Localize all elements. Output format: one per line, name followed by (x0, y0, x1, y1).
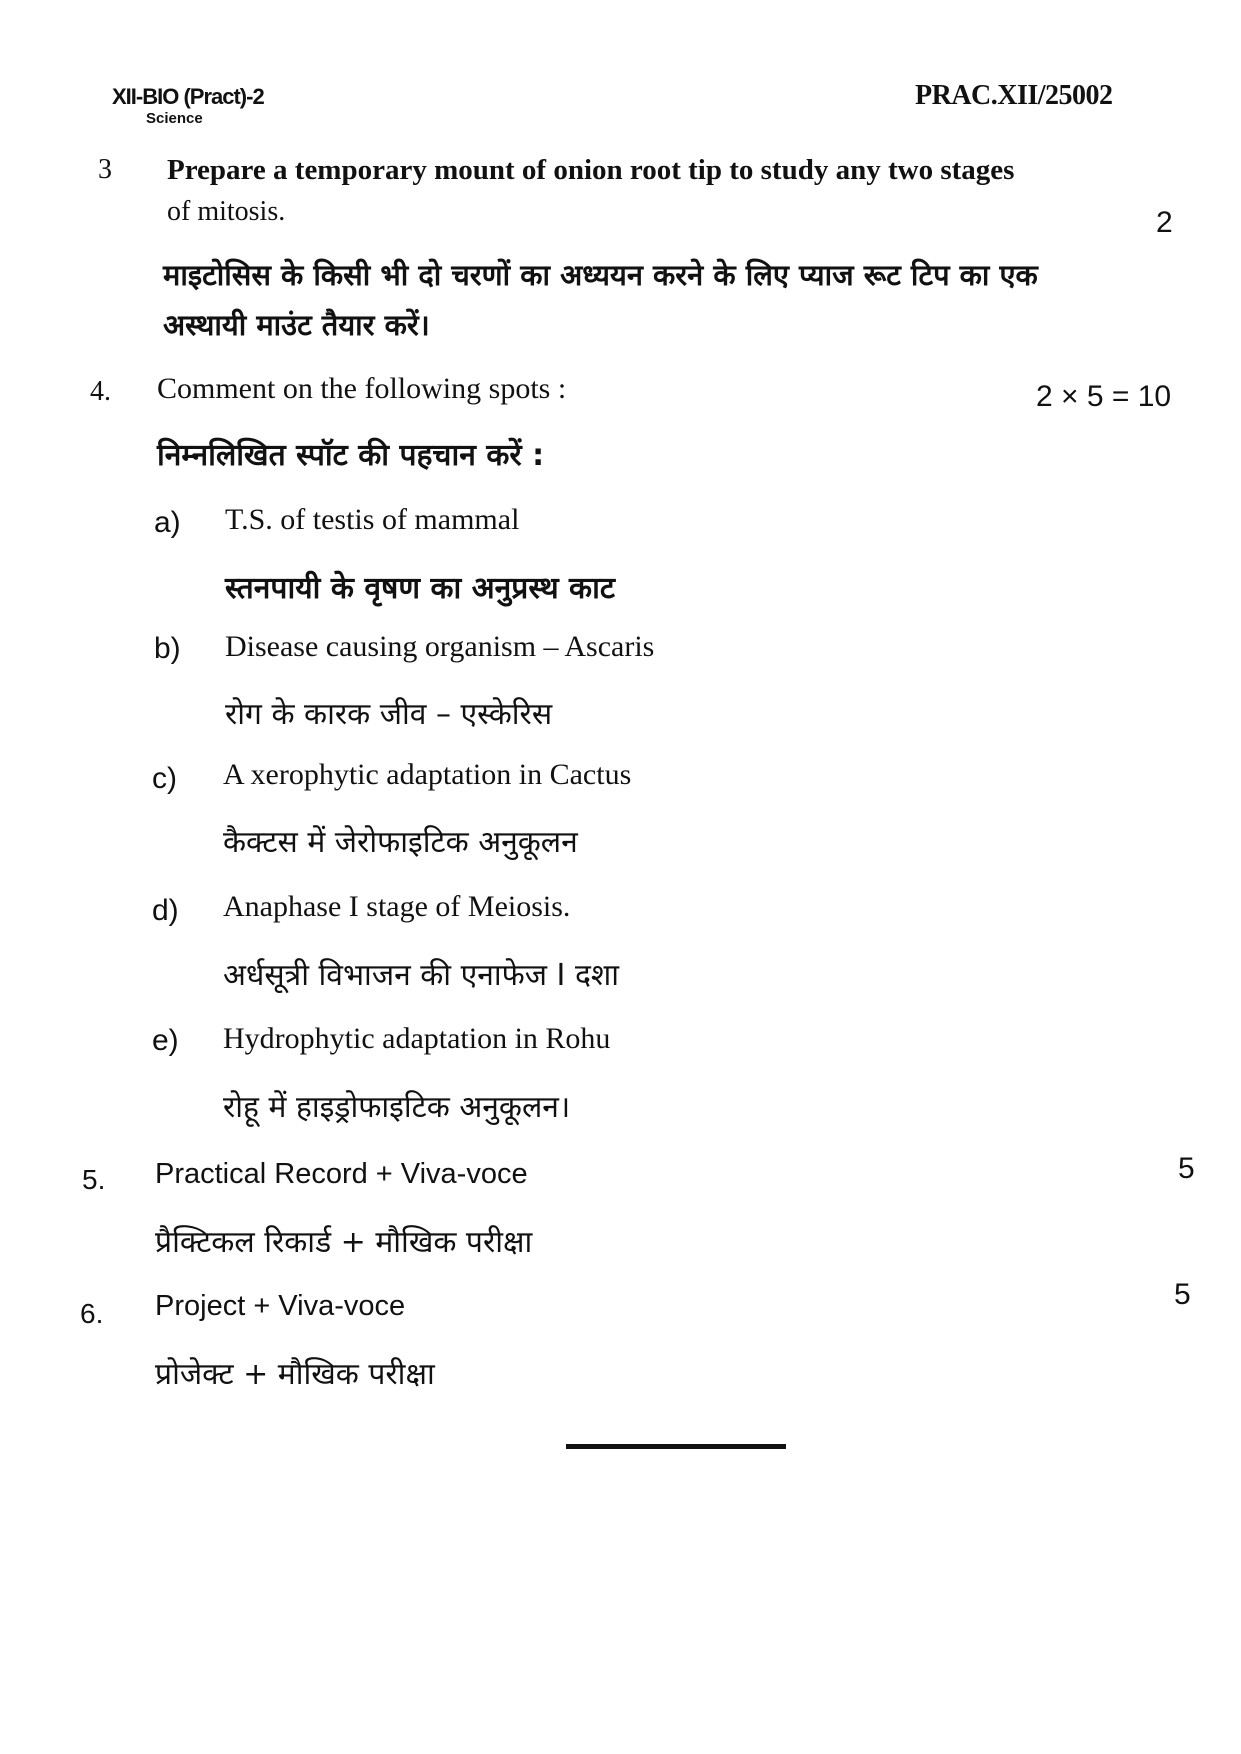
q6-text-hi: प्रोजेक्ट + मौखिक परीक्षा (155, 1357, 435, 1392)
q3-text-en-line2: of mitosis. (167, 196, 286, 227)
q4-item-b-letter: b) (154, 632, 181, 665)
q4-item-d-hi: अर्धसूत्री विभाजन की एनाफेज I दशा (223, 958, 620, 993)
q3-text-hi-line2: अस्थायी माउंट तैयार करें। (163, 308, 430, 342)
q6-text-en: Project + Viva-voce (155, 1290, 406, 1322)
q4-text-en: Comment on the following spots : (157, 372, 567, 405)
q4-item-c-hi: कैक्टस में जेरोफाइटिक अनुकूलन (223, 825, 578, 860)
q4-item-a-letter: a) (154, 506, 181, 539)
q4-item-a-en: T.S. of testis of mammal (225, 503, 520, 536)
q4-item-d-en: Anaphase I stage of Meiosis. (223, 890, 571, 923)
q3-text-hi-line1: माइटोसिस के किसी भी दो चरणों का अध्ययन करने के लिए प्याज रूट टिप का एक (163, 258, 1038, 292)
subject-label: Science (146, 110, 203, 127)
q3-marks: 2 (1156, 206, 1173, 239)
q5-number: 5. (82, 1164, 106, 1195)
q4-item-b-hi: रोग के कारक जीव – एस्केरिस (225, 697, 553, 732)
q4-item-e-letter: e) (152, 1024, 179, 1057)
q4-item-e-hi: रोहू में हाइड्रोफाइटिक अनुकूलन। (223, 1090, 571, 1125)
q6-number: 6. (80, 1298, 104, 1329)
q4-number: 4. (90, 376, 111, 407)
q5-text-hi: प्रैक्टिकल रिकार्ड + मौखिक परीक्षा (155, 1225, 533, 1260)
paper-code-left: XII-BIO (Pract)-2 (112, 84, 264, 109)
q6-marks: 5 (1174, 1278, 1191, 1311)
q4-item-d-letter: d) (152, 894, 179, 927)
q4-item-b-en: Disease causing organism – Ascaris (225, 630, 655, 663)
q4-item-c-letter: c) (152, 762, 177, 795)
q3-number: 3 (98, 154, 112, 185)
q4-marks: 2 × 5 = 10 (1036, 380, 1172, 413)
q4-item-a-hi: स्तनपायी के वृषण का अनुप्रस्थ काट (225, 571, 615, 606)
q4-text-hi: निम्नलिखित स्पॉट की पहचान करें : (157, 438, 545, 473)
q4-item-c-en: A xerophytic adaptation in Cactus (223, 758, 632, 791)
q5-marks: 5 (1178, 1152, 1195, 1185)
paper-code-right: PRAC.XII/25002 (915, 80, 1113, 111)
q5-text-en: Practical Record + Viva-voce (155, 1158, 528, 1190)
end-divider (566, 1444, 786, 1449)
q3-text-en-line1: Prepare a temporary mount of onion root tip to study any two stages (167, 154, 1015, 186)
q4-item-e-en: Hydrophytic adaptation in Rohu (223, 1022, 611, 1055)
